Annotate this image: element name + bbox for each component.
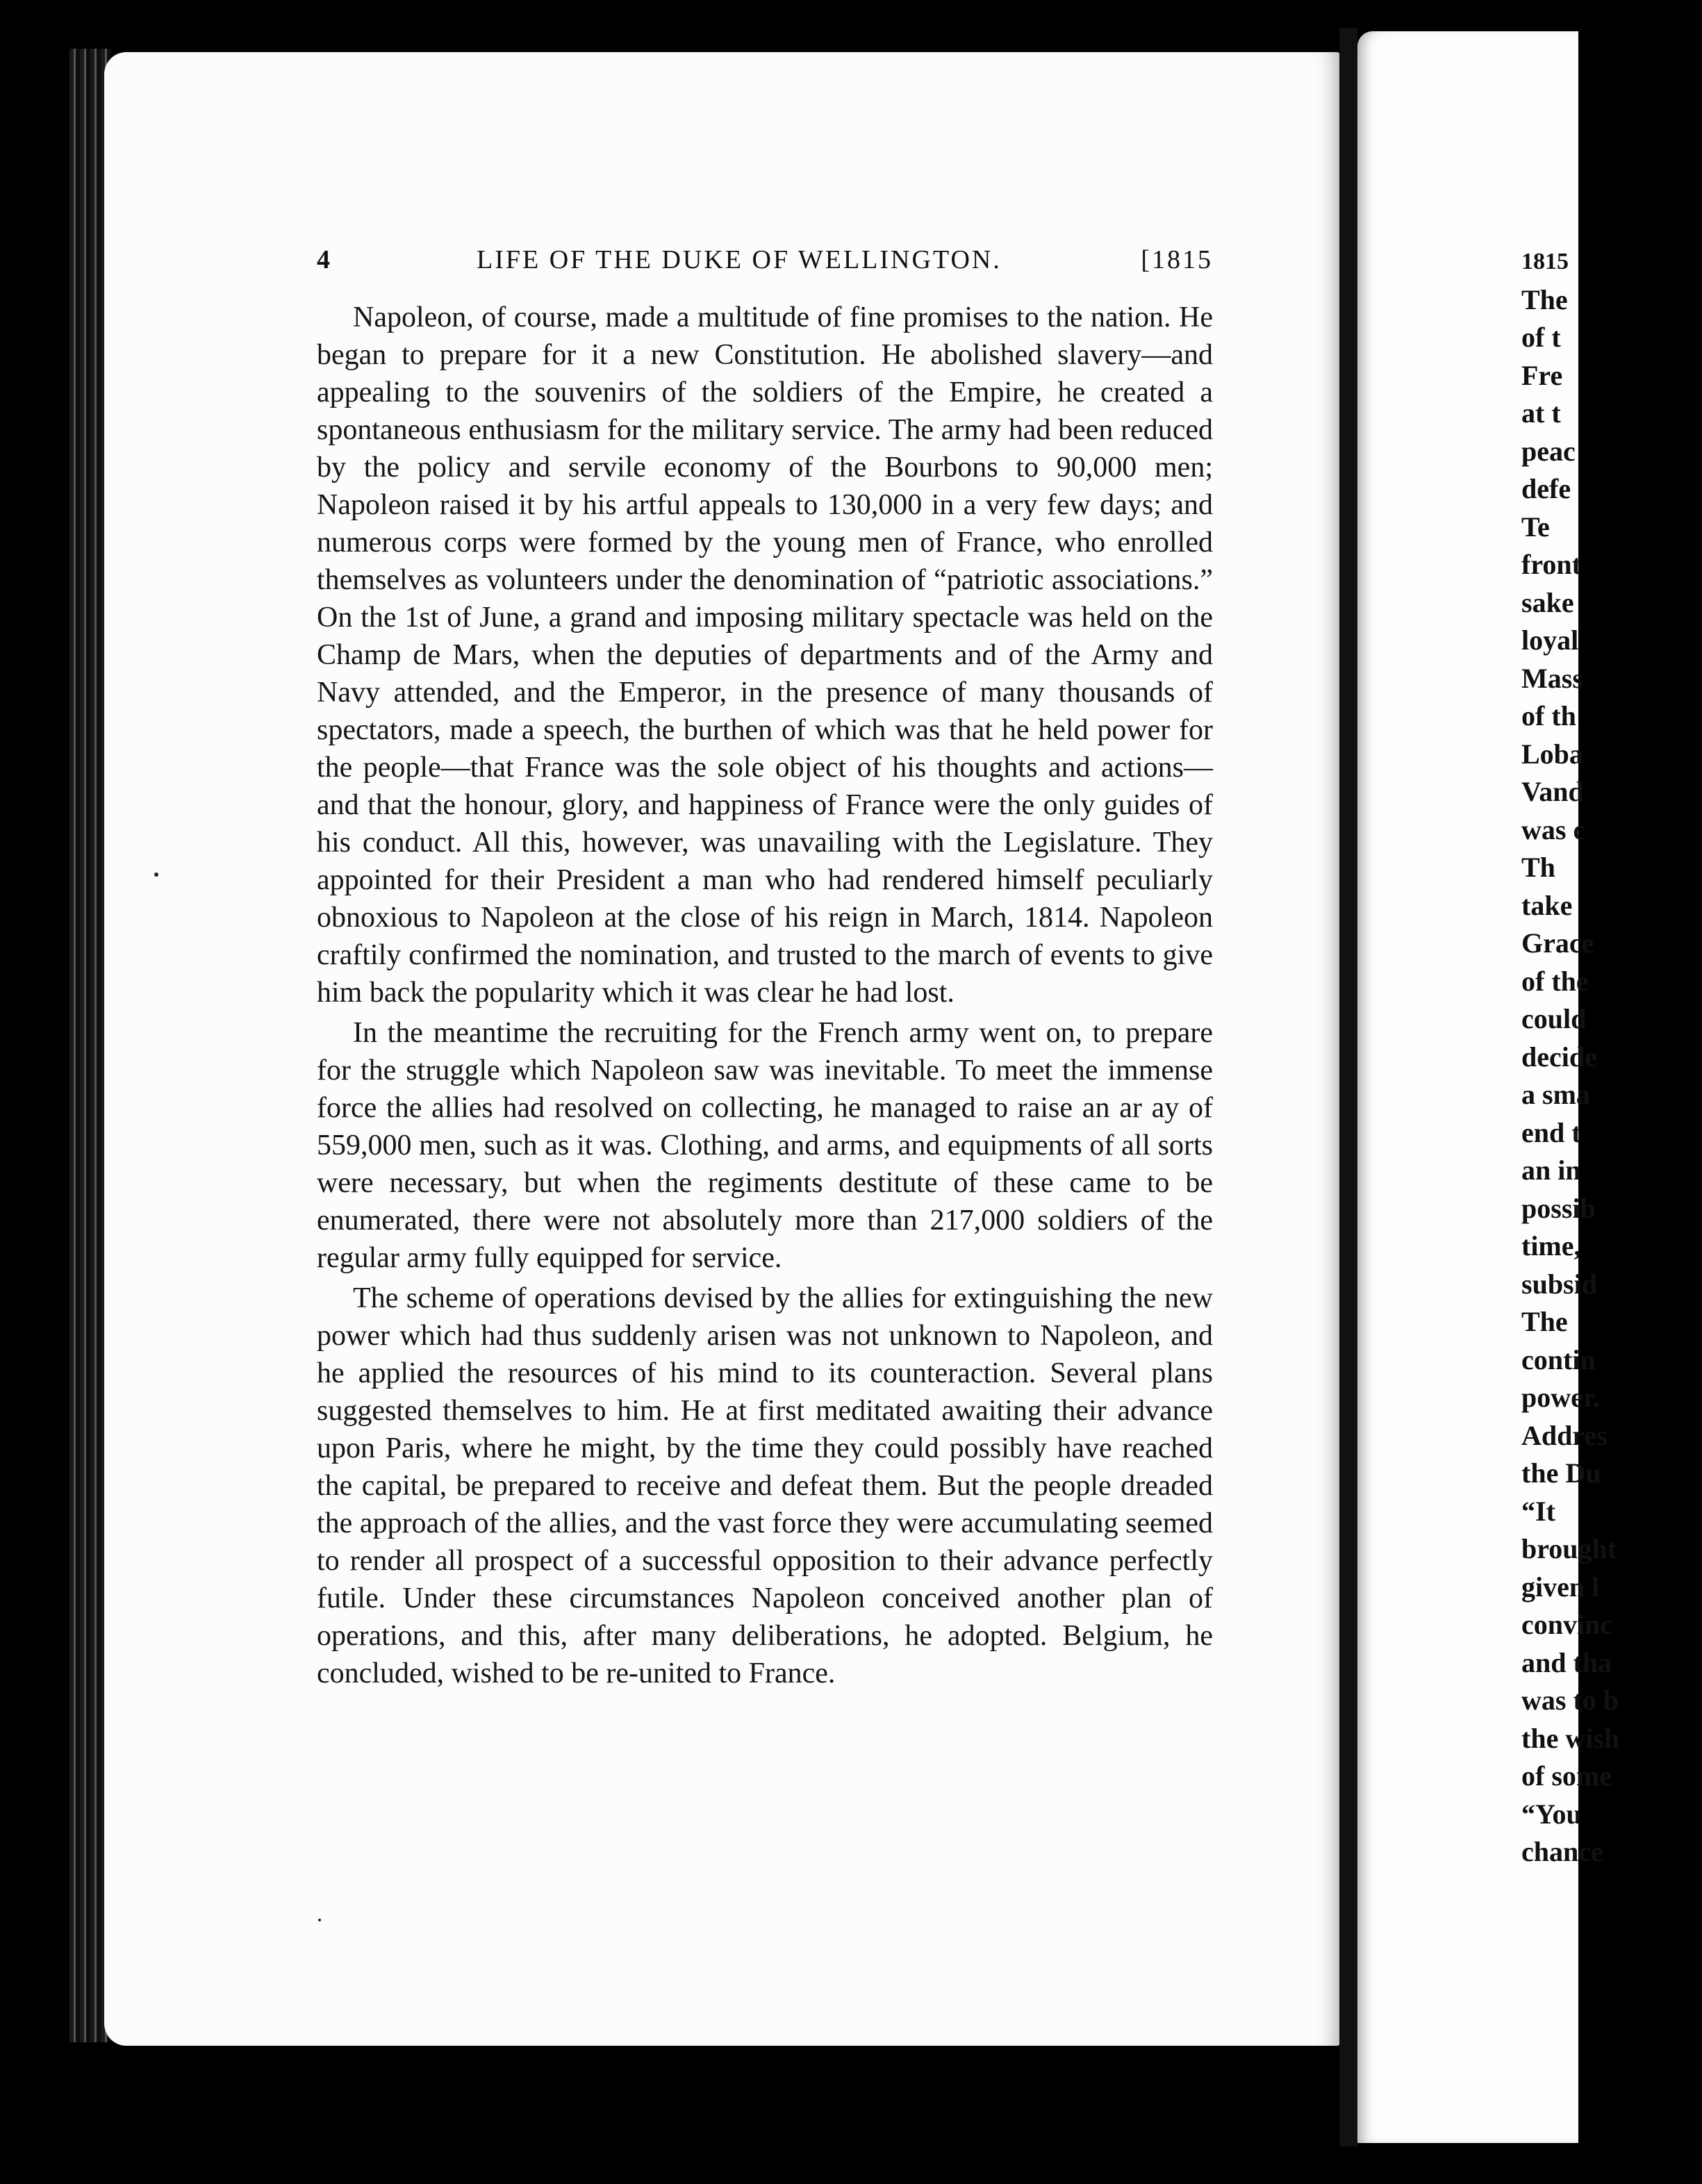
right-page-text [1521,243,1702,1867]
right-page-line: contin [1521,1343,1596,1375]
right-page-line: defe [1521,473,1571,504]
right-page-line: possib [1521,1192,1596,1224]
right-page-line: “It [1521,1495,1555,1527]
paragraph-1: Napoleon, of course, made a multitude of fine promises to the nation. He began to prepare for it a new Constitution. He abolished slavery—and appealing to the souvenirs of the soldiers of the Empire, he created a spontaneous enthusiasm for the military service. The army had been reduced by the policy and servile economy of the Bourbons to 90,000 men; Napoleon raised it by his artful appeals to 130,000 in a very few days; and numerous corps were formed by the young men of France, who enrolled themselves as volunteers under the denomination of “patriotic associations.” On the 1st of June, a grand and imposing military spectacle was held on the Champ de Mars, when the deputies of departments and of the Army and Navy attended, and the Emperor, in the presence of many thousands of spectators, made a speech, the burthen of which was that he held power for the people—that France was the sole object of his thoughts and actions—and that the honour, glory, and happiness of France were the only guides of his conduct. All this, however, was unavailing with the Legislature. They appointed for their President a man who had rendered himself peculiarly obnoxious to Napoleon at the close of his reign in March, 1814. Napoleon craftily confirmed the nomination, and trusted to the march of events to give him back the popularity which it was clear he had lost. [317,301,1213,1009]
right-page-line: Vand [1521,776,1584,807]
right-page-line: of the [1521,965,1589,997]
right-page-line: Loba [1521,738,1583,770]
right-page-line: take [1521,889,1573,921]
right-page-line: Addres [1521,1419,1608,1451]
right-page-line: convinc [1521,1609,1613,1640]
right-page-line: the wish [1521,1722,1620,1754]
right-page-line: could [1521,1003,1587,1034]
right-page-line: Fre [1521,359,1563,391]
right-page-line: Te [1521,511,1550,543]
right-page-line: the Du [1521,1457,1601,1489]
right-page-line: sake [1521,586,1574,618]
right-page-line: was to b [1521,1685,1619,1716]
right-page-line: time, [1521,1230,1581,1261]
right-page-line: a sma [1521,1079,1590,1110]
right-page-line: front [1521,549,1581,580]
running-year: [1815 [1141,245,1213,274]
paragraph-3: The scheme of operations devised by the allies for extinguishing the new power which had thus suddenly arisen was not unknown to Napoleon, and he applied the resources of his mind to its counteraction. Several plans suggested themselves to him. He at first meditated awaiting their advance upon Paris, where he might, by the time they could possibly have reached the capital, be prepared to receive and defeat them. But the people dreaded the approach of the allies, and the vast force they were accumulating seemed to render all prospect of a successful opposition to their advance perfectly futile. Under these circumstances Napoleon conceived another plan of operations, and this, after many deliberations, he adopted. Belgium, he concluded, wished to be re-united to France. [317,1282,1213,1689]
right-page-line: “You [1521,1798,1582,1830]
right-page-line: Mass [1521,662,1583,694]
right-page-line: chance [1521,1836,1603,1867]
paragraph-2: In the meantime the recruiting for the French army went on, to prepare for the struggle which Napoleon saw was inevitable. To meet the immense force the allies had resolved on collecting, he managed to raise an ar ay of 559,000 men, such as it was. Clothing, and arms, and equipments of all sorts were necessary, but when the regiments destitute of these came to be enumerated, there were not absolutely more than 217,000 soldiers of the regular army fully equipped for service. [317,1017,1213,1274]
page-speck [318,1919,321,1921]
right-page-running-head: 1815 [1521,249,1569,274]
right-page-line: brought [1521,1533,1617,1564]
right-page-line: end t [1521,1116,1581,1148]
right-page-line: at t [1521,397,1561,429]
right-page-line: peac [1521,435,1576,467]
right-page-line: given l [1521,1571,1600,1603]
running-head [317,245,1213,293]
right-page-line: an in [1521,1155,1581,1186]
right-page-line: subsid [1521,1268,1597,1300]
page-number: 4 [317,245,332,274]
running-title: LIFE OF THE DUKE OF WELLINGTON. [477,245,1002,274]
book-gutter [1339,28,1357,2146]
right-page-line: Grace [1521,927,1594,959]
right-page-line: and tha [1521,1646,1612,1678]
right-page-line: The [1521,1306,1568,1337]
page-speck [154,872,158,877]
right-page-line: was c [1521,813,1586,845]
right-page-line: of some [1521,1760,1612,1792]
body-text [317,299,1213,1692]
right-page-line: of th [1521,700,1576,731]
right-page-line: decide [1521,1041,1597,1073]
right-page-line: of t [1521,322,1561,353]
right-page-line: power. [1521,1382,1600,1413]
right-page-line: The [1521,283,1568,315]
right-page-line: loyal [1521,624,1579,656]
right-page-line: Th [1521,852,1555,883]
